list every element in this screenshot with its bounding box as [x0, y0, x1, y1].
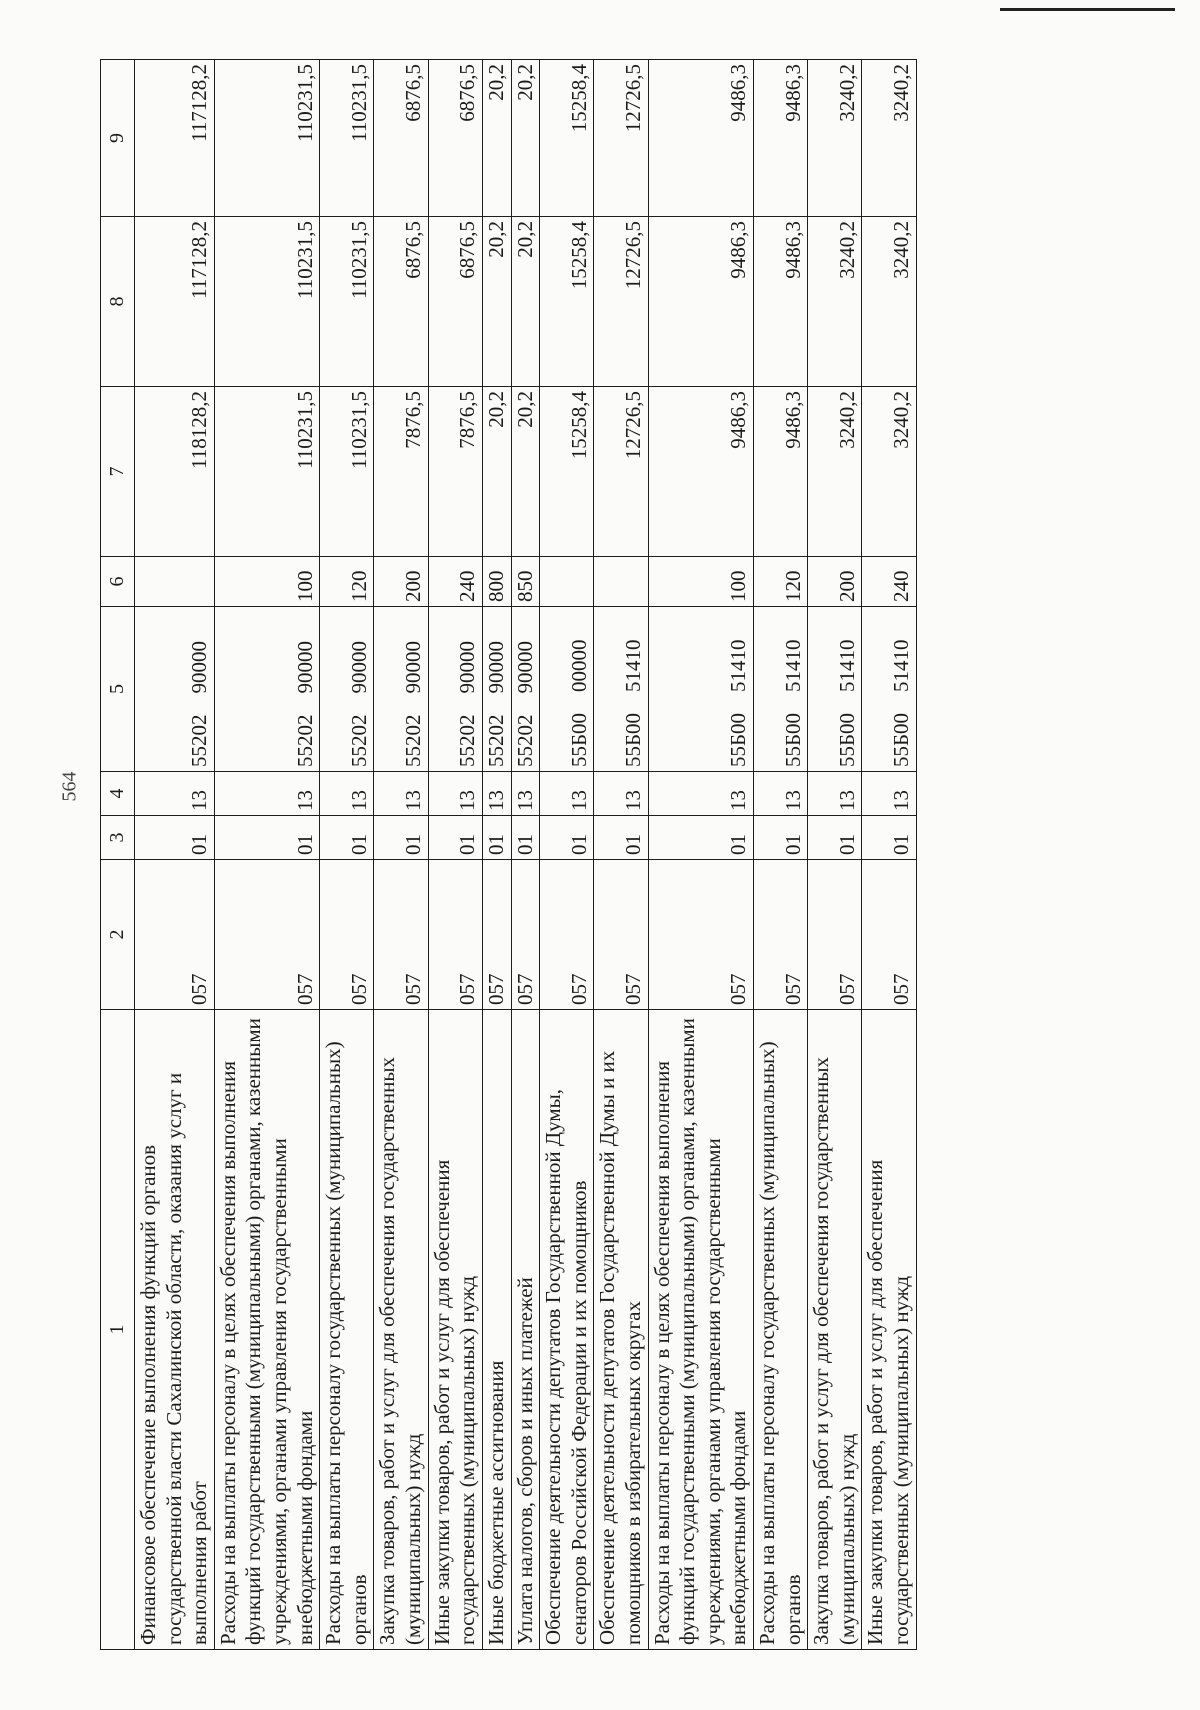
cell-value-col9: 3240,2	[862, 60, 916, 217]
cell-ministry: 057	[862, 860, 916, 1010]
cell-section: 01	[482, 816, 511, 860]
cell-value-col7: 15258,4	[540, 387, 594, 557]
row-description: Обеспечение деятельности депутатов Государственной Думы и их помощников в избирательных округах	[594, 1010, 648, 1650]
cell-target-article: 55Б00 00000	[540, 607, 594, 772]
cell-value-col9: 15258,4	[540, 60, 594, 217]
cell-section: 01	[320, 816, 374, 860]
cell-value-col9: 110231,5	[320, 60, 374, 217]
row-description: Расходы на выплаты персоналу государственных (муниципальных) органов	[754, 1010, 808, 1650]
cell-value-col9: 20,2	[511, 60, 540, 217]
table-row	[214, 60, 319, 1650]
cell-value-col7: 3240,2	[808, 387, 862, 557]
cell-section: 01	[374, 816, 428, 860]
cell-ministry: 057	[428, 860, 482, 1010]
cell-expense-type	[540, 557, 594, 607]
cell-value-col7: 20,2	[482, 387, 511, 557]
row-description: Расходы на выплаты персоналу государственных (муниципальных) органов	[320, 1010, 374, 1650]
cell-section: 01	[808, 816, 862, 860]
row-description: Иные закупки товаров, работ и услуг для обеспечения государственных (муниципальных) нужд	[862, 1010, 916, 1650]
cell-section: 01	[594, 816, 648, 860]
cell-value-col7: 110231,5	[214, 387, 319, 557]
column-header: 1	[101, 1010, 135, 1650]
cell-subsection: 13	[808, 772, 862, 816]
cell-ministry: 057	[754, 860, 808, 1010]
cell-expense-type: 120	[754, 557, 808, 607]
cell-value-col9: 9486,3	[754, 60, 808, 217]
cell-value-col9: 117128,2	[135, 60, 215, 217]
cell-section: 01	[648, 816, 753, 860]
cell-value-col9: 20,2	[482, 60, 511, 217]
cell-section: 01	[135, 816, 215, 860]
cell-section: 01	[862, 816, 916, 860]
table-row	[594, 60, 648, 1650]
cell-target-article: 55202 90000	[135, 607, 215, 772]
cell-ministry: 057	[320, 860, 374, 1010]
cell-expense-type: 120	[320, 557, 374, 607]
table-row	[511, 60, 540, 1650]
cell-value-col9: 9486,3	[648, 60, 753, 217]
column-header: 6	[101, 557, 135, 607]
table-body	[135, 60, 917, 1650]
column-header: 5	[101, 607, 135, 772]
table-row	[482, 60, 511, 1650]
row-description: Иные бюджетные ассигнования	[482, 1010, 511, 1650]
cell-section: 01	[540, 816, 594, 860]
cell-subsection: 13	[374, 772, 428, 816]
row-description: Расходы на выплаты персоналу в целях обеспечения выполнения функций государственными (муниципальными) органами, казенными учреждениями, органами управления государственными внебюджетными фондами	[214, 1010, 319, 1650]
cell-target-article: 55202 90000	[214, 607, 319, 772]
cell-subsection: 13	[862, 772, 916, 816]
cell-value-col7: 20,2	[511, 387, 540, 557]
cell-subsection: 13	[320, 772, 374, 816]
table-row	[754, 60, 808, 1650]
cell-ministry: 057	[214, 860, 319, 1010]
cell-ministry: 057	[648, 860, 753, 1010]
rotated-page	[0, 50, 960, 1650]
cell-ministry: 057	[482, 860, 511, 1010]
cell-target-article: 55202 90000	[428, 607, 482, 772]
cell-subsection: 13	[754, 772, 808, 816]
cell-ministry: 057	[808, 860, 862, 1010]
cell-value-col8: 3240,2	[808, 217, 862, 387]
cell-value-col9: 110231,5	[214, 60, 319, 217]
row-description: Обеспечение деятельности депутатов Государственной Думы, сенаторов Российской Федерации и их помощников	[540, 1010, 594, 1650]
cell-target-article: 55Б00 51410	[754, 607, 808, 772]
table-row	[320, 60, 374, 1650]
cell-value-col7: 9486,3	[754, 387, 808, 557]
cell-value-col7: 7876,5	[428, 387, 482, 557]
cell-value-col8: 117128,2	[135, 217, 215, 387]
cell-subsection: 13	[214, 772, 319, 816]
cell-value-col8: 6876,5	[374, 217, 428, 387]
cell-expense-type	[594, 557, 648, 607]
cell-ministry: 057	[374, 860, 428, 1010]
cell-value-col9: 3240,2	[808, 60, 862, 217]
cell-target-article: 55202 90000	[320, 607, 374, 772]
budget-table	[100, 59, 917, 1650]
page-number: 564	[58, 771, 81, 802]
cell-subsection: 13	[648, 772, 753, 816]
cell-value-col7: 118128,2	[135, 387, 215, 557]
cell-subsection: 13	[511, 772, 540, 816]
cell-value-col8: 20,2	[482, 217, 511, 387]
cell-expense-type	[135, 557, 215, 607]
cell-ministry: 057	[511, 860, 540, 1010]
header-row	[101, 60, 135, 1650]
cell-expense-type: 240	[428, 557, 482, 607]
table-row	[862, 60, 916, 1650]
cell-expense-type: 240	[862, 557, 916, 607]
row-description: Закупка товаров, работ и услуг для обеспечения государственных (муниципальных) нужд	[808, 1010, 862, 1650]
cell-target-article: 55202 90000	[482, 607, 511, 772]
cell-value-col7: 12726,5	[594, 387, 648, 557]
row-description: Иные закупки товаров, работ и услуг для обеспечения государственных (муниципальных) нужд	[428, 1010, 482, 1650]
column-header: 8	[101, 217, 135, 387]
table-row	[648, 60, 753, 1650]
cell-target-article: 55Б00 51410	[862, 607, 916, 772]
cell-target-article: 55Б00 51410	[594, 607, 648, 772]
cell-expense-type: 850	[511, 557, 540, 607]
column-header: 7	[101, 387, 135, 557]
cell-value-col8: 110231,5	[214, 217, 319, 387]
cell-expense-type: 200	[374, 557, 428, 607]
cell-expense-type: 100	[648, 557, 753, 607]
cell-value-col8: 20,2	[511, 217, 540, 387]
cell-value-col8: 9486,3	[754, 217, 808, 387]
cell-expense-type: 200	[808, 557, 862, 607]
cell-subsection: 13	[428, 772, 482, 816]
cell-value-col7: 3240,2	[862, 387, 916, 557]
cell-subsection: 13	[594, 772, 648, 816]
cell-target-article: 55Б00 51410	[808, 607, 862, 772]
scan-mark	[1000, 0, 1175, 11]
table-row	[808, 60, 862, 1650]
cell-section: 01	[428, 816, 482, 860]
cell-expense-type: 100	[214, 557, 319, 607]
column-header: 4	[101, 772, 135, 816]
cell-section: 01	[214, 816, 319, 860]
column-header: 3	[101, 816, 135, 860]
cell-ministry: 057	[540, 860, 594, 1010]
cell-value-col8: 15258,4	[540, 217, 594, 387]
cell-value-col8: 9486,3	[648, 217, 753, 387]
cell-subsection: 13	[135, 772, 215, 816]
cell-value-col8: 6876,5	[428, 217, 482, 387]
table-row	[374, 60, 428, 1650]
column-header: 9	[101, 60, 135, 217]
cell-section: 01	[511, 816, 540, 860]
cell-value-col8: 3240,2	[862, 217, 916, 387]
table-row	[540, 60, 594, 1650]
cell-value-col7: 9486,3	[648, 387, 753, 557]
table-row	[135, 60, 215, 1650]
row-description: Закупка товаров, работ и услуг для обеспечения государственных (муниципальных) нужд	[374, 1010, 428, 1650]
cell-subsection: 13	[540, 772, 594, 816]
table-row	[428, 60, 482, 1650]
cell-value-col7: 7876,5	[374, 387, 428, 557]
cell-value-col9: 6876,5	[374, 60, 428, 217]
cell-value-col9: 6876,5	[428, 60, 482, 217]
cell-value-col8: 12726,5	[594, 217, 648, 387]
column-header: 2	[101, 860, 135, 1010]
cell-ministry: 057	[135, 860, 215, 1010]
row-description: Уплата налогов, сборов и иных платежей	[511, 1010, 540, 1650]
cell-section: 01	[754, 816, 808, 860]
row-description: Финансовое обеспечение выполнения функций органов государственной власти Сахалинской области, оказания услуг и выполнения работ	[135, 1010, 215, 1650]
cell-target-article: 55Б00 51410	[648, 607, 753, 772]
cell-value-col7: 110231,5	[320, 387, 374, 557]
cell-ministry: 057	[594, 860, 648, 1010]
cell-value-col8: 110231,5	[320, 217, 374, 387]
cell-target-article: 55202 90000	[511, 607, 540, 772]
row-description: Расходы на выплаты персоналу в целях обеспечения выполнения функций государственными (муниципальными) органами, казенными учреждениями, органами управления государственными внебюджетными фондами	[648, 1010, 753, 1650]
cell-value-col9: 12726,5	[594, 60, 648, 217]
cell-expense-type: 800	[482, 557, 511, 607]
cell-subsection: 13	[482, 772, 511, 816]
cell-target-article: 55202 90000	[374, 607, 428, 772]
